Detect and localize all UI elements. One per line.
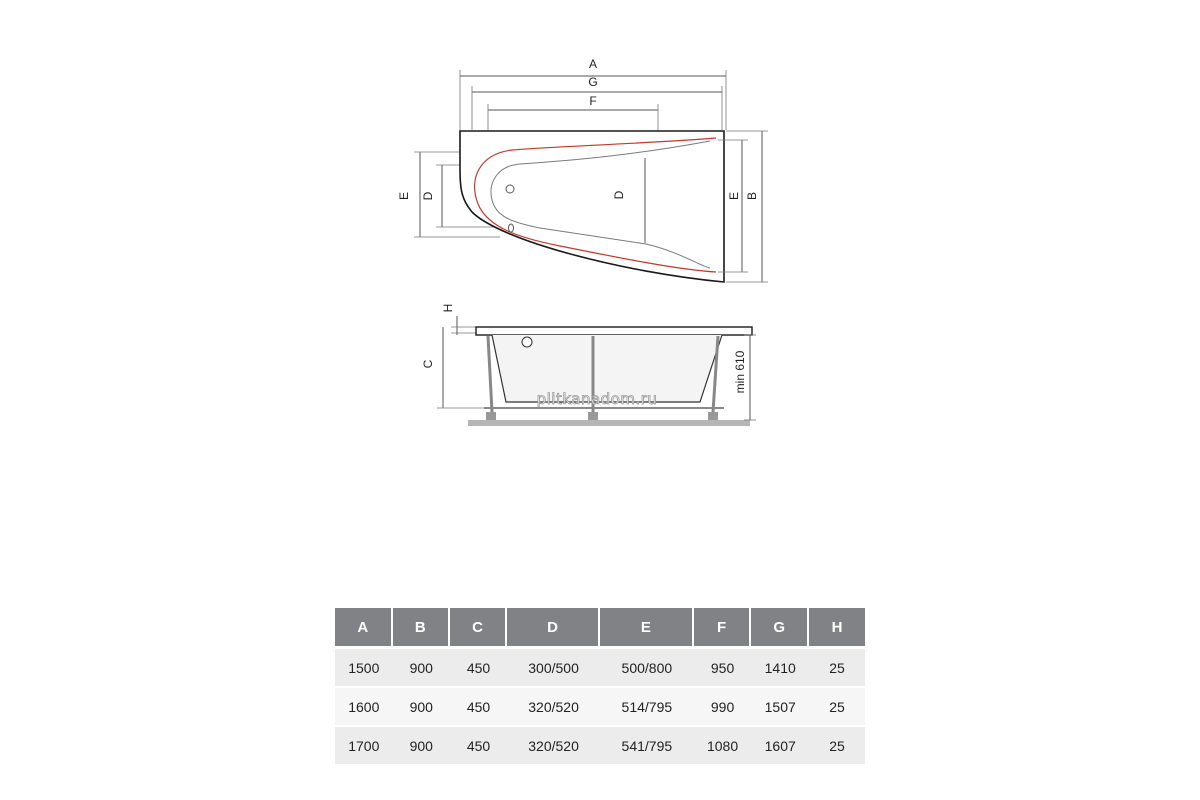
cell-h: 25 [809,646,865,686]
label-c: C [421,359,435,369]
bathtub-rim [476,327,752,335]
header-b: B [393,608,450,646]
watermark: plitkanadom.ru [536,390,658,408]
cell-b: 900 [393,646,450,686]
cell-a: 1600 [335,686,393,725]
label-min: min 610 [733,350,747,394]
table-header-row [335,608,865,646]
header-f: F [694,608,752,646]
cell-e: 541/795 [600,725,694,764]
dimension-min [733,335,756,420]
cell-b: 900 [393,725,450,764]
floor [468,420,750,426]
cell-f: 990 [694,686,752,725]
cell-h: 25 [809,686,865,725]
label-b: B [745,191,759,201]
cell-a: 1500 [335,646,393,686]
label-g: G [588,75,598,89]
cell-f: 1080 [694,725,752,764]
header-g: G [751,608,809,646]
label-d-center: D [612,190,626,200]
label-f: F [589,94,597,108]
label-a: A [588,57,598,71]
cell-b: 900 [393,686,450,725]
cell-g: 1410 [751,646,809,686]
header-e: E [600,608,694,646]
label-h: H [441,303,455,313]
label-e-right: E [727,191,741,201]
dimension-b [726,131,768,282]
cell-d: 320/520 [507,725,600,764]
table-row [335,686,865,725]
dimension-h [441,304,476,335]
adjustable-feet [486,412,718,420]
cell-c: 450 [450,646,507,686]
cell-g: 1607 [751,725,809,764]
label-d-left: D [421,191,435,201]
table-row [335,725,865,764]
cell-h: 25 [809,725,865,764]
overflow-side-icon [522,337,532,347]
cell-e: 514/795 [600,686,694,725]
cell-d: 320/520 [507,686,600,725]
cell-c: 450 [450,686,507,725]
bathtub-outline [460,131,724,282]
plan-view [397,57,768,282]
header-a: A [335,608,393,646]
dimensions-table [335,608,865,764]
side-view [421,304,756,426]
cell-a: 1700 [335,725,393,764]
cell-g: 1507 [751,686,809,725]
dimension-g [472,75,722,130]
cell-f: 950 [694,646,752,686]
label-e-left: E [397,191,411,201]
table-row [335,646,865,686]
cell-c: 450 [450,725,507,764]
header-c: C [450,608,507,646]
cell-d: 300/500 [507,646,600,686]
cell-e: 500/800 [600,646,694,686]
header-h: H [809,608,865,646]
header-d: D [507,608,600,646]
